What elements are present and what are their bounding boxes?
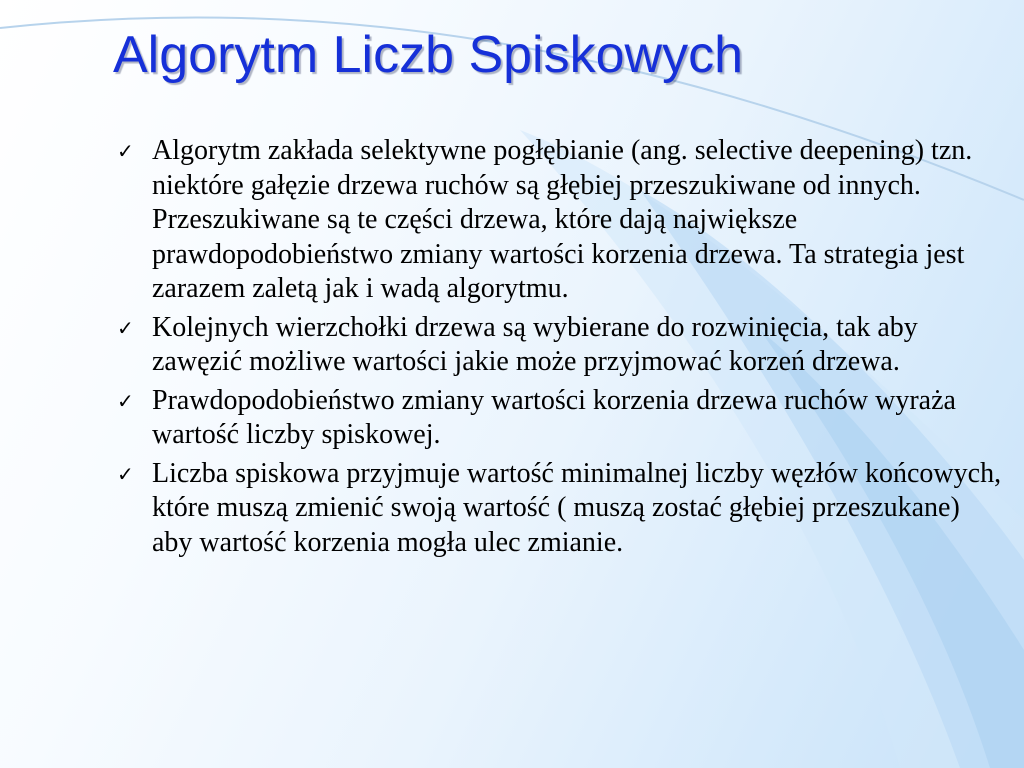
checkmark-icon: ✓ <box>117 315 134 340</box>
bullet-item <box>117 311 1007 380</box>
checkmark-icon: ✓ <box>117 461 134 486</box>
slide-title: Algorytm Liczb Spiskowych <box>113 26 743 84</box>
bullet-item <box>117 134 1007 307</box>
bullet-text: Kolejnych wierzchołki drzewa są wybierane do rozwinięcia, tak aby zawęzić możliwe wartości jakie może przyjmować korzeń drzewa. <box>152 311 918 377</box>
bullet-item <box>117 457 1007 561</box>
bullet-text: Algorytm zakłada selektywne pogłębianie (ang. selective deepening) tzn. niektóre gałęzie drzewa ruchów są głębiej przeszukiwane od innych. Przeszukiwane są te części drzewa, które dają największe prawdopodobieństwo zmiany wartości korzenia drzewa. Ta strategia jest zarazem zaletą jak i wadą algorytmu. <box>152 135 973 304</box>
bullet-list <box>117 134 1007 564</box>
checkmark-icon: ✓ <box>117 139 134 163</box>
bullet-text: Prawdopodobieństwo zmiany wartości korzenia drzewa ruchów wyraża wartość liczby spiskowej. <box>152 384 956 450</box>
bullet-item <box>117 384 1007 453</box>
checkmark-icon: ✓ <box>117 388 134 413</box>
bullet-text: Liczba spiskowa przyjmuje wartość minimalnej liczby węzłów końcowych, które muszą zmienić swoją wartość ( muszą zostać głębiej przeszukane) aby wartość korzenia mogła ulec zmianie. <box>152 457 1002 558</box>
